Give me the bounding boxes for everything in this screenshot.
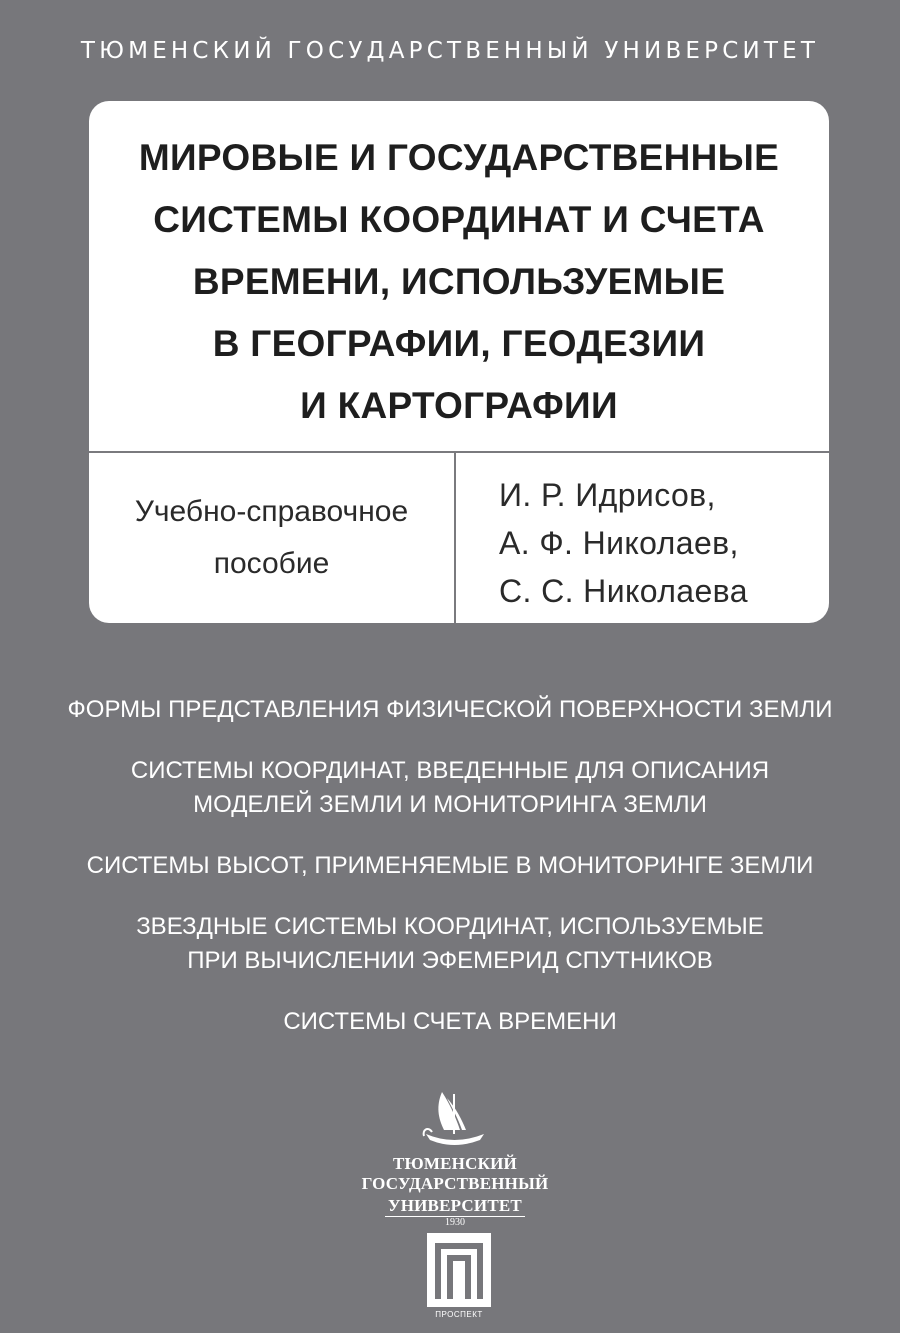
book-type-line: Учебно-справочное: [134, 495, 409, 528]
author-name: И. Р. Идрисов,: [499, 477, 716, 513]
university-top-label: ТЮМЕНСКИЙ ГОСУДАРСТВЕННЫЙ УНИВЕРСИТЕТ: [80, 38, 820, 64]
topic-item: [0, 693, 900, 727]
title-line: ВРЕМЕНИ, ИСПОЛЬЗУЕМЫЕ: [192, 261, 726, 302]
book-type-line: пособие: [213, 547, 330, 580]
vertical-divider: [454, 453, 456, 623]
topic-line: СИСТЕМЫ СЧЕТА ВРЕМЕНИ: [283, 1008, 617, 1035]
topic-line: ЗВЕЗДНЫЕ СИСТЕМЫ КООРДИНАТ, ИСПОЛЬЗУЕМЫЕ: [136, 913, 764, 940]
logo-text-line: ТЮМЕНСКИЙ ГОСУДАРСТВЕННЫЙ: [361, 1154, 549, 1193]
topic-item: [0, 1005, 900, 1039]
topic-line: ФОРМЫ ПРЕДСТАВЛЕНИЯ ФИЗИЧЕСКОЙ ПОВЕРХНОСТИ ЗЕМЛИ: [67, 696, 833, 723]
topic-line: СИСТЕМЫ ВЫСОТ, ПРИМЕНЯЕМЫЕ В МОНИТОРИНГЕ ЗЕМЛИ: [86, 852, 814, 879]
topic-line: СИСТЕМЫ КООРДИНАТ, ВВЕДЕННЫЕ ДЛЯ ОПИСАНИЯ: [130, 757, 770, 784]
title-line: В ГЕОГРАФИИ, ГЕОДЕЗИИ: [212, 323, 706, 364]
author-name: С. С. Николаева: [499, 573, 748, 609]
horizontal-divider: [89, 451, 829, 453]
topics-list: [0, 693, 900, 1066]
logo-text-line: УНИВЕРСИТЕТ: [388, 1196, 522, 1215]
book-title: [89, 127, 829, 437]
author-name: А. Ф. Николаев,: [499, 525, 739, 561]
topic-item: [0, 849, 900, 883]
title-line: И КАРТОГРАФИИ: [300, 385, 618, 426]
ship-sail-icon: [420, 1090, 490, 1152]
topic-item: [0, 910, 900, 978]
title-line: МИРОВЫЕ И ГОСУДАРСТВЕННЫЕ: [138, 137, 780, 178]
university-logo: [300, 1090, 610, 1229]
prospekt-columns-icon: [427, 1233, 491, 1307]
topic-line: ПРИ ВЫЧИСЛЕНИИ ЭФЕМЕРИД СПУТНИКОВ: [187, 947, 713, 974]
logo-year: 1930: [445, 1217, 465, 1228]
publisher-logo: [427, 1233, 491, 1321]
book-type: [89, 486, 454, 590]
topic-item: [0, 754, 900, 822]
publisher-label: ПРОСПЕКТ: [435, 1310, 483, 1319]
title-card: [89, 101, 829, 623]
title-line: СИСТЕМЫ КООРДИНАТ И СЧЕТА: [153, 199, 765, 240]
topic-line: МОДЕЛЕЙ ЗЕМЛИ И МОНИТОРИНГА ЗЕМЛИ: [193, 791, 707, 818]
authors-list: [499, 471, 819, 615]
